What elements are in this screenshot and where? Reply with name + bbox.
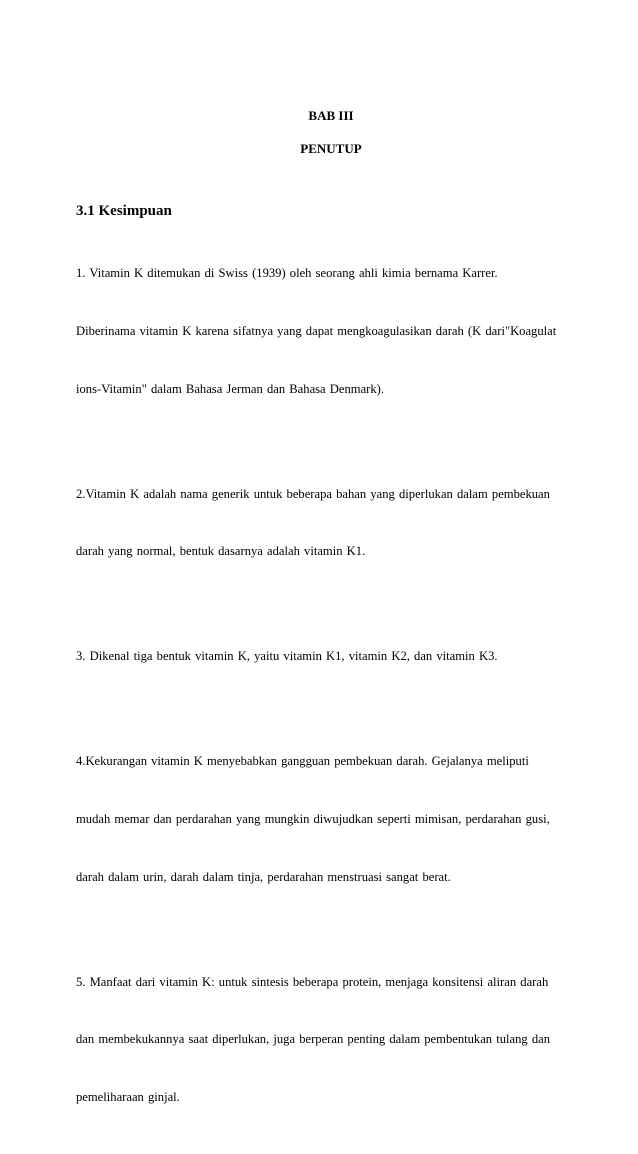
chapter-title xyxy=(0,141,638,157)
paragraph-1 xyxy=(76,226,564,437)
paragraph-line: 2.Vitamin K adalah nama generik untuk beberapa bahan yang diperlukan dalam pembekuan xyxy=(76,486,550,501)
paragraph-line: mudah memar dan perdarahan yang mungkin diwujudkan seperti mimisan, perdarahan gusi, xyxy=(76,811,550,826)
paragraph-3 xyxy=(76,609,564,705)
paragraph-line: darah yang normal, bentuk dasarnya adalah vitamin K1. xyxy=(76,544,366,559)
paragraph-line: ions-Vitamin" dalam Bahasa Jerman dan Bahasa Denmark). xyxy=(76,381,384,396)
chapter-number xyxy=(0,108,638,124)
chapter-number-text: BAB III xyxy=(308,108,354,123)
paragraph-line: 4.Kekurangan vitamin K menyebabkan gangguan pembekuan darah. Gejalanya meliputi xyxy=(76,754,529,769)
paragraph-2 xyxy=(76,446,564,600)
section-heading: 3.1 Kesimpuan xyxy=(76,203,172,219)
chapter-title-text: PENUTUP xyxy=(300,141,362,156)
paragraph-line: 1. Vitamin K ditemukan di Swiss (1939) oleh seorang ahli kimia bernama Karrer. xyxy=(76,266,498,281)
paragraph-line: 5. Manfaat dari vitamin K: untuk sintesis beberapa protein, menjaga konsitensi aliran darah xyxy=(76,974,549,989)
paragraph-line: darah dalam urin, darah dalam tinja, perdarahan menstruasi sangat berat. xyxy=(76,869,451,884)
paragraph-5 xyxy=(76,934,564,1145)
paragraph-line: 3. Dikenal tiga bentuk vitamin K, yaitu vitamin K1, vitamin K2, dan vitamin K3. xyxy=(76,649,498,664)
body-text xyxy=(76,226,564,1154)
paragraph-4 xyxy=(76,714,564,925)
paragraph-line: dan membekukannya saat diperlukan, juga berperan penting dalam pembentukan tulang dan xyxy=(76,1032,551,1047)
paragraph-line: pemeliharaan ginjal. xyxy=(76,1089,180,1104)
paragraph-line: Diberinama vitamin K karena sifatnya yang dapat mengkoagulasikan darah (K dari"Koagulat xyxy=(76,324,557,339)
